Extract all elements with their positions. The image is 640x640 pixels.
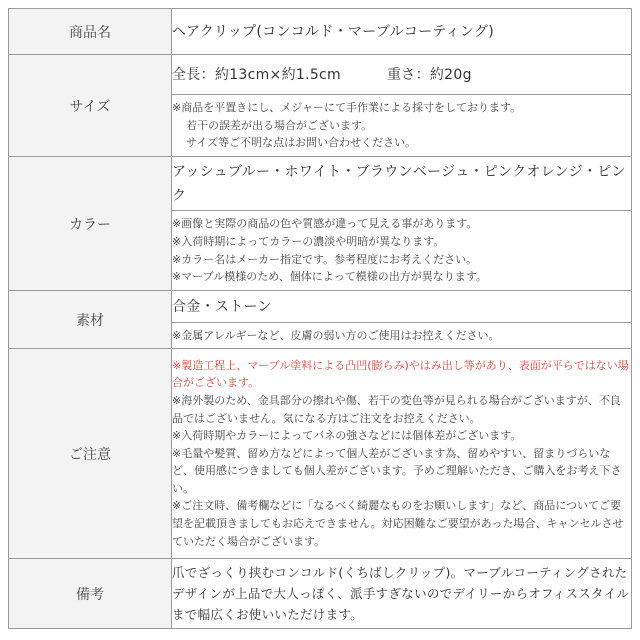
row-product-name bbox=[9, 9, 632, 55]
size-label: サイズ bbox=[9, 55, 172, 157]
size-note: 若干の誤差が出る場合がございます。 bbox=[186, 118, 373, 132]
product-name-label: 商品名 bbox=[9, 9, 172, 55]
caution-note: ※毛量や髪質、留め方などによって個人差がございます為、留めやすい、留まりづらいなど、使用感につきましても個人差がございます。予めご理解いただき、ご購入をお考え下さい。 bbox=[172, 446, 622, 495]
material-notes bbox=[172, 323, 632, 349]
row-color-main bbox=[9, 157, 632, 211]
color-value: アッシュブルー・ホワイト・ブラウンベージュ・ピンクオレンジ・ピンク bbox=[172, 157, 632, 211]
caution-notes bbox=[172, 349, 632, 559]
color-notes bbox=[172, 211, 632, 291]
caution-note: ※海外製のため、金具部分の擦れや傷、若干の変色等が見られる場合がございますが、不良品ではございません。気になる方はご注文をお控えください。 bbox=[172, 393, 621, 425]
color-note: ※入荷時期によってカラーの濃淡や明暗が異なります。 bbox=[172, 234, 445, 248]
remarks-value: 爪でざっくり挟むコンコルド(くちばしクリップ)。マーブルコーティングされたデザインが上品で大人っぽく、派手すぎないのでデイリーからオフィススタイルまで幅広くお使いいただけます。 bbox=[172, 559, 632, 629]
caution-note: ※入荷時期やカラーによってバネの強さなどには個体差がございます。 bbox=[172, 429, 522, 443]
caution-label: ご注意 bbox=[9, 349, 172, 559]
product-name-value: ヘアクリップ(コンコルド・マーブルコーティング) bbox=[172, 9, 632, 55]
size-notes bbox=[172, 95, 632, 157]
material-label: 素材 bbox=[9, 291, 172, 349]
row-remarks bbox=[9, 559, 632, 629]
row-material-main bbox=[9, 291, 632, 323]
size-dimensions: 全長：約13cm×約1.5cm bbox=[172, 66, 341, 83]
color-label: カラー bbox=[9, 157, 172, 291]
row-caution bbox=[9, 349, 632, 559]
material-value: 合金・ストーン bbox=[172, 291, 632, 323]
color-note: ※マーブル模様のため、個体によって模様の出方が異なります。 bbox=[172, 270, 487, 284]
color-note: ※カラー名はメーカー指定です。参考程度にお考えください。 bbox=[172, 252, 478, 266]
remarks-label: 備考 bbox=[9, 559, 172, 629]
caution-note: ※ご注文時、備考欄などに「なるべく綺麗なものをお願いします」など、商品についてご要望を記載頂きましてもお応えできません。対応困難なご要望があった場合、キャンセルさせていただく場合がございます。 bbox=[172, 499, 624, 548]
row-size-main bbox=[9, 55, 632, 95]
size-note: サイズ等ご不明な点はお問い合わせください。 bbox=[186, 136, 417, 150]
size-value bbox=[172, 55, 632, 95]
color-note: ※画像と実際の商品の色や質感が違って見える事があります。 bbox=[172, 217, 478, 231]
size-weight: 重さ：約20g bbox=[386, 66, 472, 83]
caution-warning: ※製造工程上、マーブル塗料による凸凹(膨らみ)やはみ出し等があり、表面が平らではない場合がございます。 bbox=[172, 358, 629, 390]
product-spec-table bbox=[8, 8, 632, 629]
material-note: ※金属アレルギーなど、皮膚の弱い方のご使用はお控えください。 bbox=[172, 328, 500, 342]
size-note: ※商品を平置きにし、メジャーにて手作業による採寸をしております。 bbox=[172, 101, 522, 115]
